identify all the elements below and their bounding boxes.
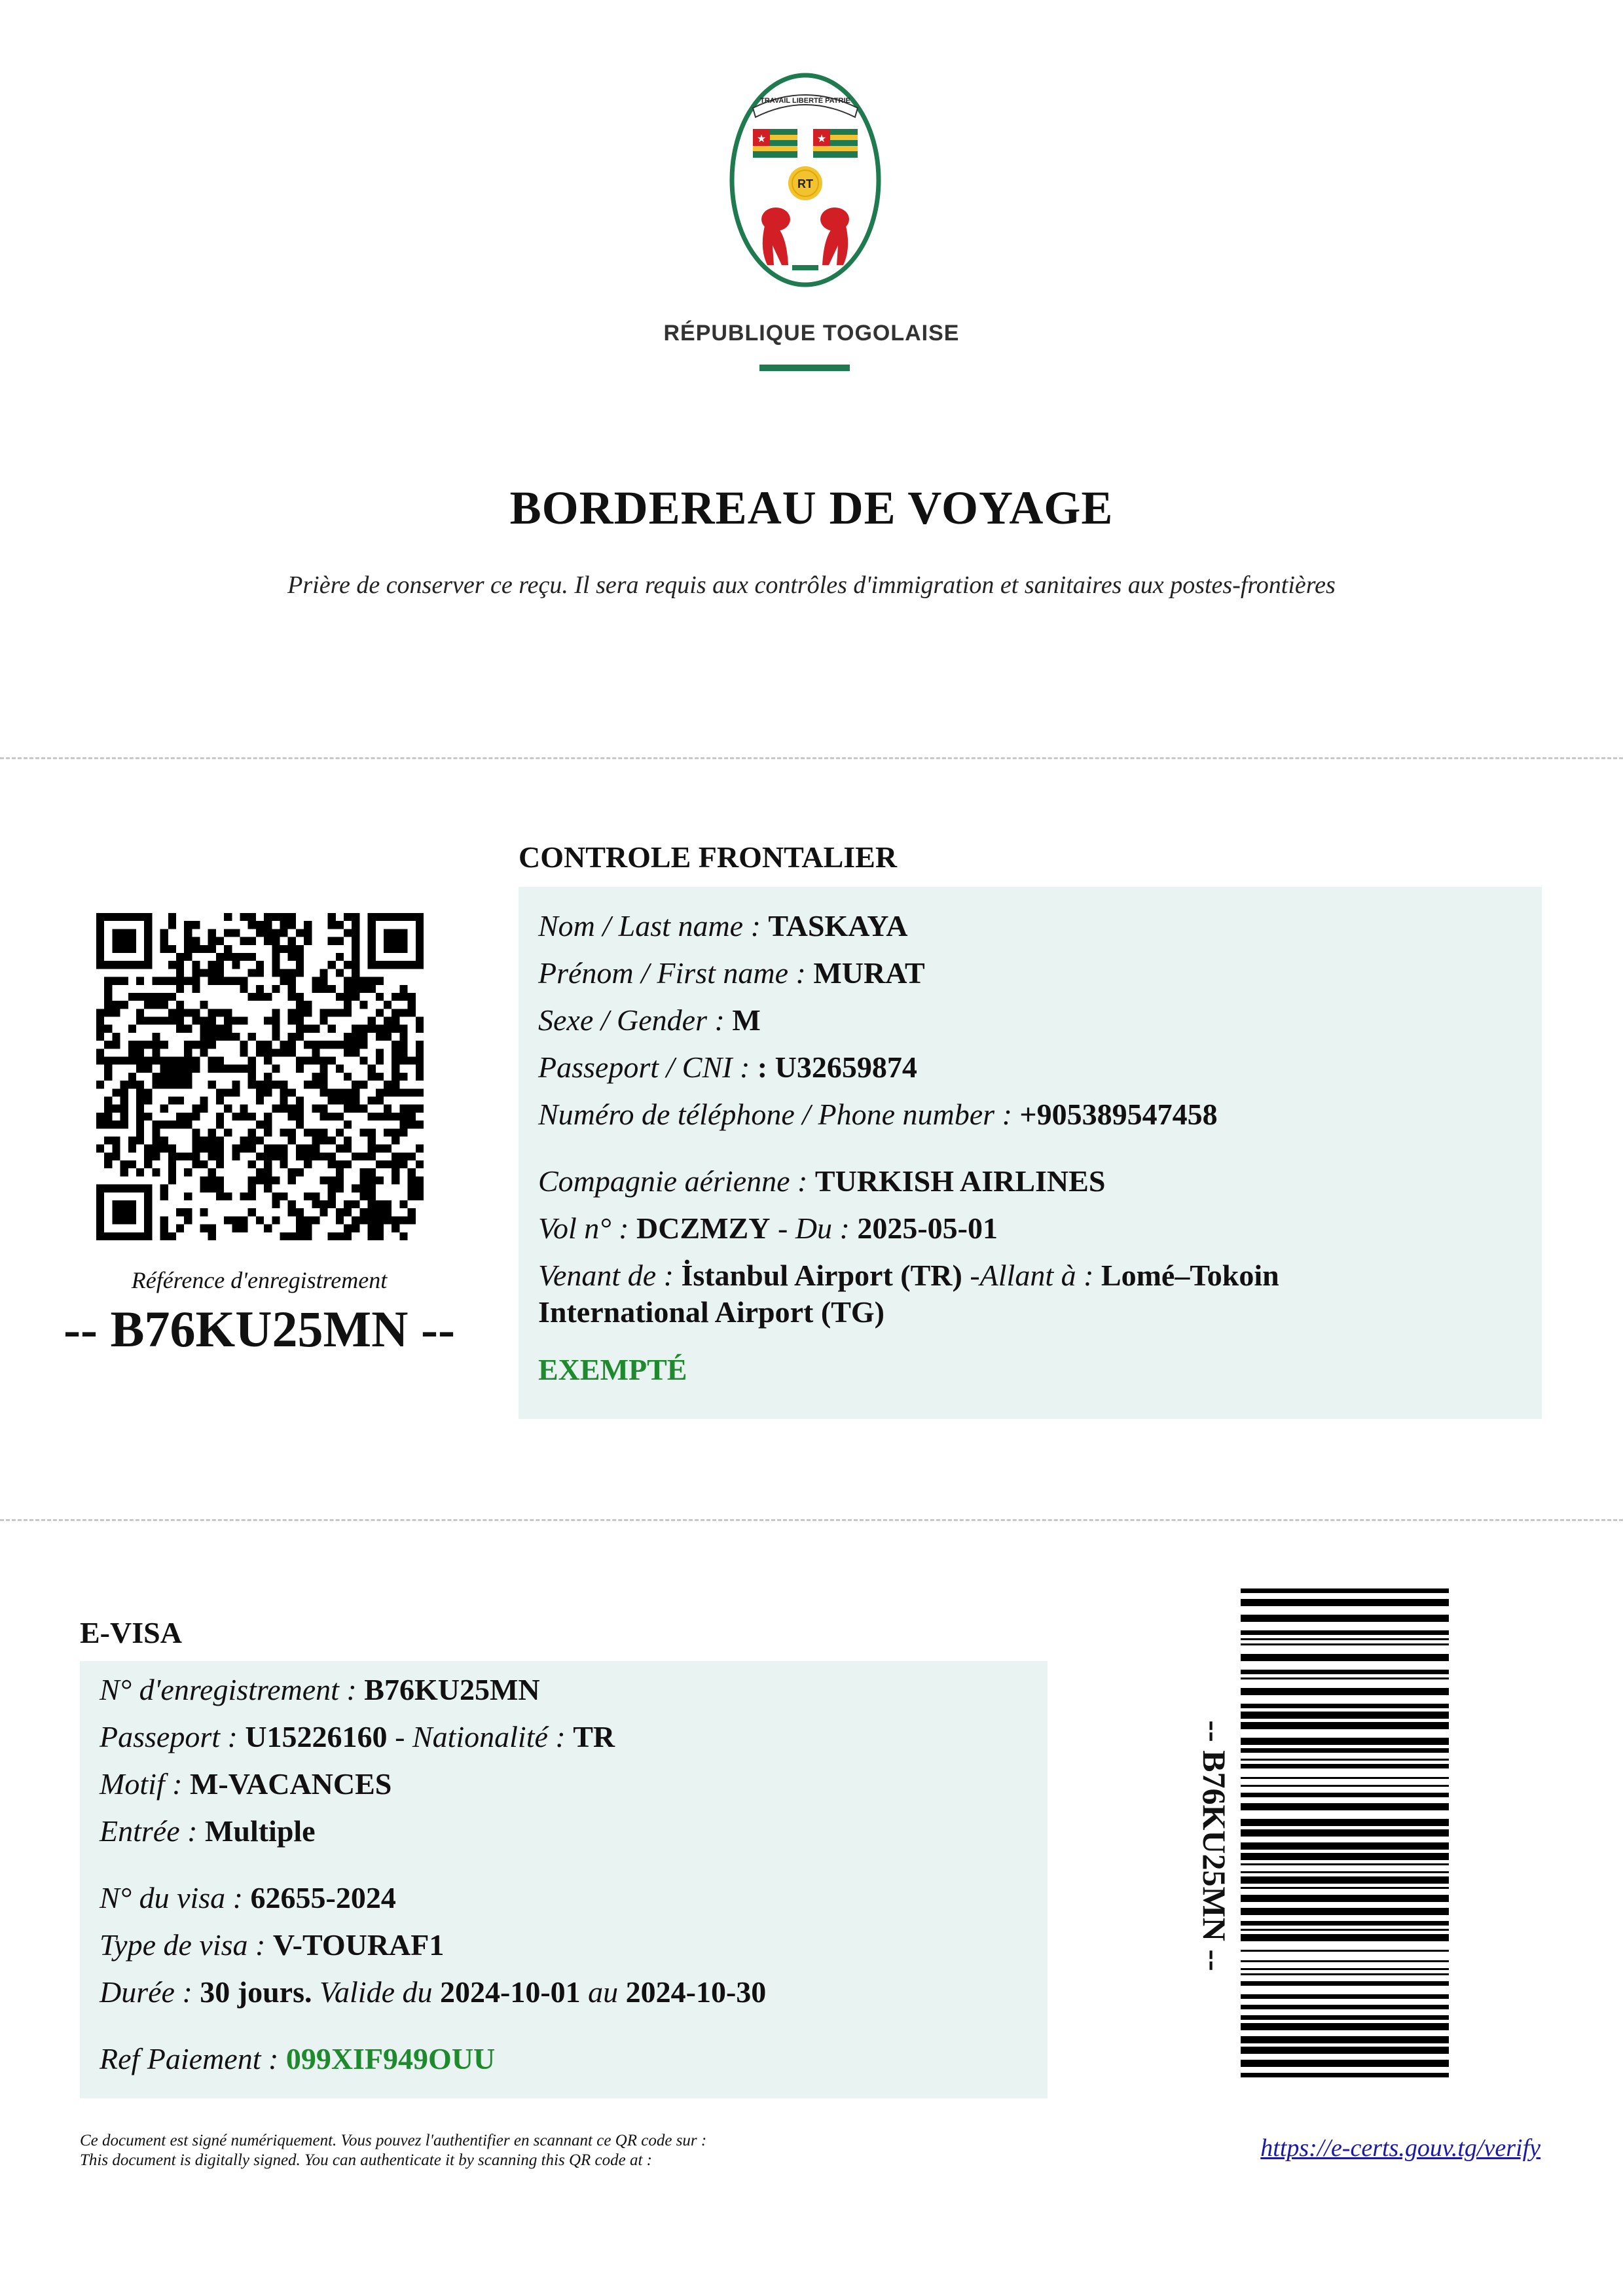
flight-row: Vol n° : DCZMZY - Du : 2025-05-01 [538, 1211, 998, 1245]
verify-link[interactable]: https://e-certs.gouv.tg/verify [1260, 2134, 1541, 2162]
valid-to-value: 2024-10-30 [625, 1975, 767, 2009]
evisa-heading: E-VISA [80, 1616, 182, 1649]
phone-value: +905389547458 [1019, 1098, 1218, 1131]
flag-right-icon [813, 129, 858, 158]
gender-row: Sexe / Gender : M [538, 1003, 761, 1037]
payment-row: Ref Paiement : 099XIF949OUU [100, 2042, 496, 2075]
sun-monogram-icon [788, 166, 822, 200]
gender-value: M [732, 1003, 761, 1037]
nationality-value: TR [573, 1720, 615, 1753]
document-subtitle: Prière de conserver ce reçu. Il sera requis aux contrôles d'immigration et sanitaires aux postes-frontières [287, 571, 1336, 599]
svg-text:★: ★ [816, 134, 827, 145]
evisa-passport-row: Passeport : U15226160 - Nationalité : TR [100, 1720, 615, 1753]
duration-row: Durée : 30 jours. Valide du 2024-10-01 au 2024-10-30 [100, 1975, 767, 2009]
footer-note-fr: Ce document est signé numériquement. Vous pouvez l'authentifier en scannant ce QR code sur : [80, 2132, 707, 2149]
registration-value: B76KU25MN [364, 1673, 540, 1706]
visa-type-row: Type de visa : V-TOURAF1 [100, 1928, 445, 1962]
status-badge: EXEMPTÉ [538, 1353, 687, 1386]
visa-type-value: V-TOURAF1 [272, 1928, 445, 1962]
destination-value: Lomé–Tokoin [1101, 1259, 1279, 1292]
qr-code-icon [96, 913, 424, 1240]
visa-number-value: 62655-2024 [250, 1881, 396, 1914]
visa-number-row: N° du visa : 62655-2024 [100, 1881, 396, 1914]
entry-row: Entrée : Multiple [100, 1814, 316, 1848]
last-name-value: TASKAYA [768, 909, 908, 942]
section-divider [0, 1519, 1623, 1521]
reference-label: Référence d'enregistrement [131, 1267, 388, 1293]
last-name-row: Nom / Last name : TASKAYA [538, 909, 908, 942]
barcode-text: -- B76KU25MN -- [1196, 1720, 1233, 1971]
svg-text:RT: RT [797, 177, 813, 190]
flight-date-value: 2025-05-01 [857, 1211, 998, 1245]
evisa-panel [80, 1661, 1048, 2098]
passport-value: : U32659874 [757, 1050, 917, 1084]
airline-row: Compagnie aérienne : TURKISH AIRLINES [538, 1164, 1106, 1198]
footer-note-en: This document is digitally signed. You can authenticate it by scanning this QR code at : [80, 2151, 652, 2169]
first-name-row: Prénom / First name : MURAT [538, 956, 925, 990]
first-name-value: MURAT [813, 956, 925, 990]
svg-text:★: ★ [756, 134, 767, 145]
phone-row: Numéro de téléphone / Phone number : +905389547458 [538, 1098, 1218, 1131]
route-row: Venant de : İstanbul Airport (TR) -Allant à : Lomé–Tokoin [538, 1259, 1279, 1292]
country-name: RÉPUBLIQUE TOGOLAISE [663, 321, 960, 346]
entry-value: Multiple [204, 1814, 316, 1848]
barcode-icon [1241, 1588, 1449, 2080]
purpose-value: M-VACANCES [189, 1767, 392, 1801]
emblem-underline [759, 365, 850, 371]
route-row-continued: International Airport (TG) [538, 1295, 884, 1329]
flight-value: DCZMZY [636, 1211, 771, 1245]
airline-value: TURKISH AIRLINES [814, 1164, 1106, 1198]
coat-of-arms-emblem [727, 69, 884, 291]
evisa-passport-value: U15226160 [245, 1720, 388, 1753]
document-title: BORDEREAU DE VOYAGE [509, 482, 1114, 534]
duration-value: 30 jours. [200, 1975, 312, 2009]
purpose-row: Motif : M-VACANCES [100, 1767, 392, 1801]
border-control-panel [519, 887, 1542, 1419]
flag-left-icon [753, 129, 797, 158]
border-control-heading: CONTROLE FRONTALIER [519, 840, 898, 874]
valid-from-value: 2024-10-01 [440, 1975, 581, 2009]
emblem-motto: TRAVAIL LIBERTÉ PATRIE [760, 97, 850, 105]
payment-ref-value: 099XIF949OUU [285, 2042, 496, 2075]
origin-value: İstanbul Airport (TR) [681, 1259, 962, 1292]
registration-row: N° d'enregistrement : B76KU25MN [100, 1673, 540, 1706]
reference-value: -- B76KU25MN -- [64, 1300, 455, 1357]
section-divider [0, 757, 1623, 759]
passport-row: Passeport / CNI : : U32659874 [538, 1050, 917, 1084]
